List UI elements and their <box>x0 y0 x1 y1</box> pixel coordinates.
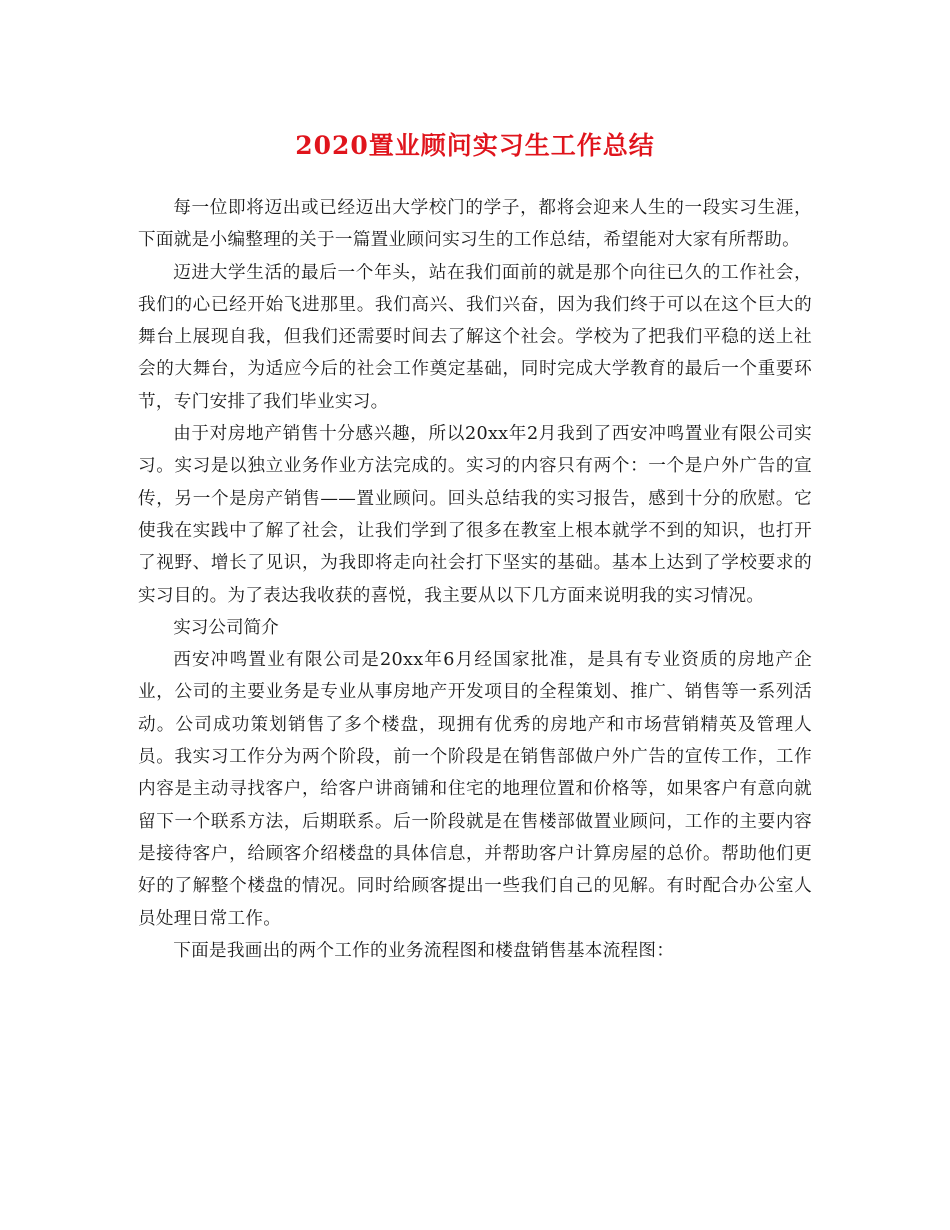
section-paragraph-1: 西安冲鸣置业有限公司是20xx年6月经国家批准，是具有专业资质的房地产企业，公司的主要业务是专业从事房地产开发项目的全程策划、推广、销售等一系列活动。公司成功策划销售了多个楼盘，现拥有优秀的房地产和市场营销精英及管理人员。我实习工作分为两个阶段，前一个阶段是在销售部做户外广告的宣传工作，工作内容是主动寻找客户，给客户讲商铺和住宅的地理位置和价格等，如果客户有意向就留下一个联系方法，后期联系。后一阶段就是在售楼部做置业顾问，工作的主要内容是接待客户，给顾客介绍楼盘的具体信息，并帮助客户计算房屋的总价。帮助他们更好的了解整个楼盘的情况。同时给顾客提出一些我们自己的见解。有时配合办公室人员处理日常工作。 <box>138 650 812 929</box>
section-paragraph-2: 下面是我画出的两个工作的业务流程图和楼盘销售基本流程图： <box>173 940 675 961</box>
section-heading: 实习公司简介 <box>173 617 279 638</box>
body-paragraph-1: 迈进大学生活的最后一个年头，站在我们面前的就是那个向往已久的工作社会，我们的心已经开始飞进那里。我们高兴、我们兴奋，因为我们终于可以在这个巨大的舞台上展现自我，但我们还需要时间去了解这个社会。学校为了把我们平稳的送上社会的大舞台，为适应今后的社会工作奠定基础，同时完成大学教育的最后一个重要环节，专门安排了我们毕业实习。 <box>138 262 812 412</box>
intro-paragraph: 每一位即将迈出或已经迈出大学校门的学子，都将会迎来人生的一段实习生涯，下面就是小编整理的关于一篇置业顾问实习生的工作总结，希望能对大家有所帮助。 <box>138 198 812 251</box>
body-paragraph-2: 由于对房地产销售十分感兴趣，所以20xx年2月我到了西安冲鸣置业有限公司实习。实习是以独立业务作业方法完成的。实习的内容只有两个：一个是户外广告的宣传，另一个是房产销售——置业顾问。回头总结我的实习报告，感到十分的欣慰。它使我在实践中了解了社会，让我们学到了很多在教室上根本就学不到的知识，也打开了视野、增长了见识，为我即将走向社会打下坚实的基础。基本上达到了学校要求的实习目的。为了表达我收获的喜悦，我主要从以下几方面来说明我的实习情况。 <box>138 424 812 606</box>
document-title: 2020置业顾问实习生工作总结 <box>295 131 655 160</box>
